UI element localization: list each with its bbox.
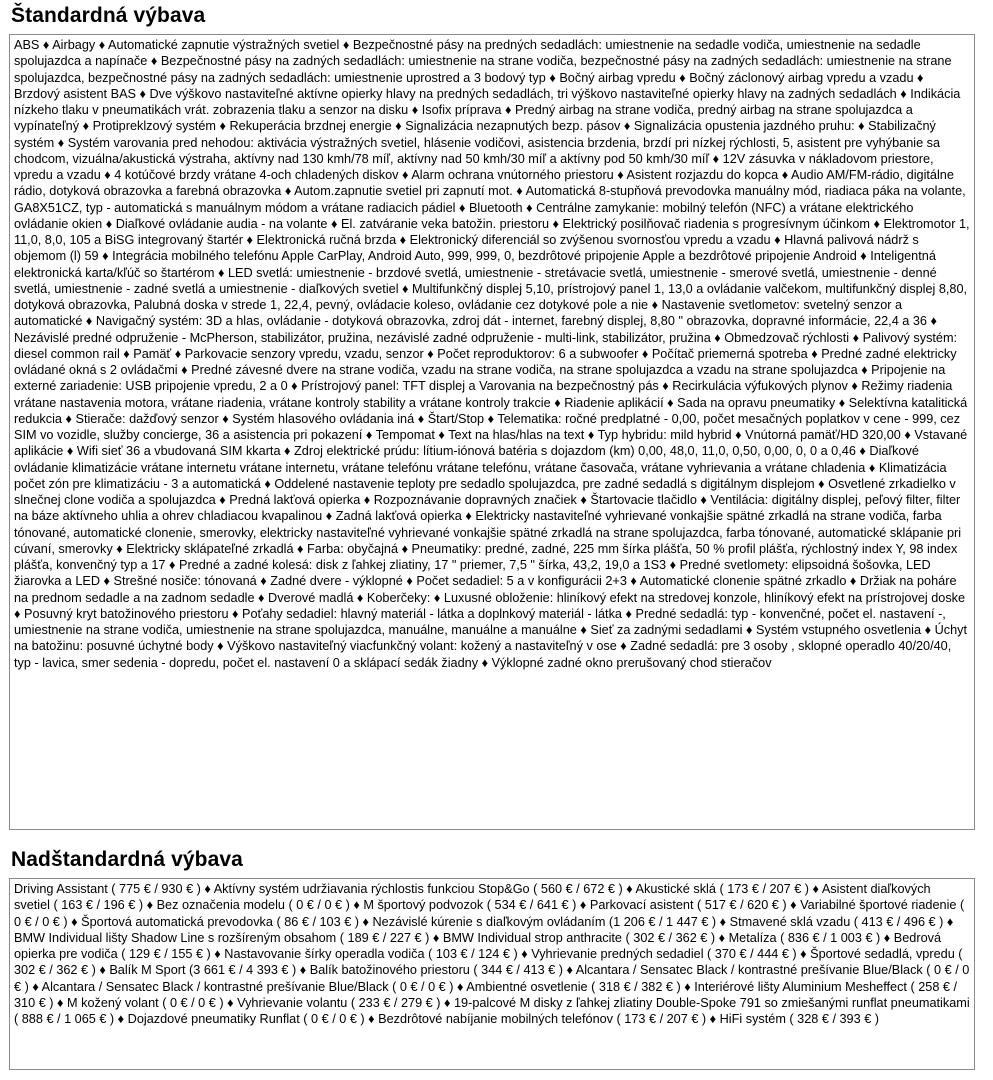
extended-equipment-title: Nadštandardná výbava bbox=[11, 848, 243, 871]
extended-equipment-list: Driving Assistant ( 775 € / 930 € ) ♦ Aktívny systém udržiavania rýchlostis funkciou Stop&Go ( 560 € / 672 € ) ♦ Akustické sklá ( 173 € / 207 € ) ♦ Asistent diaľkových svetiel ( 163 € / 196 € ) ♦ Bez označenia modelu ( 0 € / 0 € ) ♦ M športový podvozok ( 534 € / 641 € ) ♦ Parkovací asistent ( 517 € / 620 € ) ♦ Variabilné športové riadenie ( 0 € / 0 € ) ♦ Športová automatická prevodovka ( 86 € / 103 € ) ♦ Nezávislé kúrenie s diaľkovým ovládaním (1 206 € / 1 447 € ) ♦ Stmavené sklá vzadu ( 413 € / 496 € ) ♦ BMW Individual lišty Shadow Line s rozšíreným obsahom ( 189 € / 227 € ) ♦ BMW Individual strop anthracite ( 302 € / 362 € ) ♦ Metalíza ( 836 € / 1 003 € ) ♦ Bedrová opierka pre vodiča ( 129 € / 155 € ) ♦ Nastavovanie šírky operadla vodiča ( 103 € / 124 € ) ♦ Vyhrievanie predných sedadiel ( 370 € / 444 € ) ♦ Športové sedadlá, vpredu ( 302 € / 362 € ) ♦ Balík M Sport (3 661 € / 4 393 € ) ♦ Balík batožinového priestoru ( 344 € / 413 € ) ♦ Alcantara / Sensatec Black / kontrastné prešívanie Blue/Black ( 0 € / 0 € ) ♦ Alcantara / Sensatec Black / kontrastné prešívanie Blue/Black ( 0 € / 0 € ) ♦ Ambientné osvetlenie ( 318 € / 382 € ) ♦ Interiérové lišty Aluminium Mesheffect ( 258 € / 310 € ) ♦ M kožený volant ( 0 € / 0 € ) ♦ Vyhrievanie volantu ( 233 € / 279 € ) ♦ 19-palcové M disky z ľahkej zliatiny Double-Spoke 791 so zmiešanými runflat pneumatikami ( 888 € / 1 065 € ) ♦ Dojazdové pneumatiky Runflat ( 0 € / 0 € ) ♦ Bezdrôtové nabíjanie mobilných telefónov ( 173 € / 207 € ) ♦ HiFi systém ( 328 € / 393 € ) bbox=[9, 878, 975, 1070]
standard-equipment-list: ABS ♦ Airbagy ♦ Automatické zapnutie výstražných svetiel ♦ Bezpečnostné pásy na predných sedadlách: umiestnenie na sedadle vodiča, umiestnenie na sedadle spolujazdca a napínače ♦ Bezpečnostné pásy na zadných sedadlách: umiestnenie na strane vodiča, bezpečnostné pásy na zadných sedadlách: umiestnenie na strane spolujazdca, bezpečnostné pásy na zadných sedadlách: umiestnenie uprostred a 3 bodový typ ♦ Bočný airbag vpredu ♦ Bočný záclonový airbag vpredu a vzadu ♦ Brzdový asistent BAS ♦ Dve výškovo nastaviteľné aktívne opierky hlavy na predných sedadlách, tri výškovo nastaviteľné opierky hlavy na zadných sedadlách ♦ Indikácia nízkeho tlaku v pneumatikách vrát. zobrazenia tlaku a senzor na disku ♦ Isofix príprava ♦ Predný airbag na strane vodiča, predný airbag na strane spolujazdca a vypínateľný ♦ Protipreklzový systém ♦ Rekuperácia brzdnej energie ♦ Signalizácia nezapnutých bezp. pásov ♦ Signalizácia opustenia jazdného pruhu: ♦ Stabilizačný systém ♦ Systém varovania pred nehodou: aktivácia výstražných svetiel, hlásenie vodičovi, asistencia brzdenia, brzdí pri nízkej rýchlosti, 5, asistent pre vyhýbanie sa chodcom, vizuálna/akustická výstraha, aktívny nad 130 kmh/78 míľ, aktívny nad 50 kmh/30 míľ a aktívny pod 50 kmh/30 míľ ♦ 12V zásuvka v nákladovom priestore, vpredu a vzadu ♦ 4 kotúčové brzdy vrátane 4-och chladených diskov ♦ Alarm ochrana vnútorného priestoru ♦ Asistent rozjazdu do kopca ♦ Audio AM/FM-rádio, digitálne rádio, dotyková obrazovka a farebná obrazovka ♦ Autom.zapnutie svetiel pri zapnutí mot. ♦ Automatická 8-stupňová prevodovka manuálny mód, riadiaca páka na volante, GA8X51CZ, typ - automatická s manuálnym módom a vrátane radiacich pádiel ♦ Bluetooth ♦ Centrálne zamykanie: mobilný telefón (NFC) a vrátane elektrického ovládanie okien ♦ Diaľkové ovládanie audia - na volante ♦ El. zatváranie veka batožin. priestoru ♦ Elektrický posilňovač riadenia s progresívnym účinkom ♦ Elektromotor 1, 11,0, 8,0, 105 a BiSG integrovaný štartér ♦ Elektronická ručná brzda ♦ Elektronický diferenciál so zvýšenou svornosťou vpredu a vzadu ♦ Hlavná palivová nádrž s objemom (l) 59 ♦ Integrácia mobilného telefónu Apple CarPlay, Android Auto, 999, 999, 0, bezdrôtové pripojenie Apple a bezdrôtové pripojenie Android ♦ Inteligentná elektronická karta/kľúč so štartérom ♦ LED svetlá: umiestnenie - brzdové svetlá, umiestnenie - stretávacie svetlá, umiestnenie - smerové svetlá, umiestnenie - denné svetlá, umiestnenie - zadné svetlá a umiestnenie - diaľkových svetiel ♦ Multifunkčný displej 5,10, prístrojový panel 1, 13,0 a ovládanie valčekom, multifunkčný displej 8,80, dotyková obrazovka, Palubná doska v strede 1, 22,4, pevný, ovládacie koleso, ovládanie cez dotykové pole a nie ♦ Nastavenie svetlometov: svetelný senzor a automatické ♦ Navigačný systém: 3D a hlas, ovládanie - dotyková obrazovka, zdroj dát - internet, farebný displej, 8,80 " obrazovka, dopravné informácie, 22,4 a 36 ♦ Nezávislé predné odpruženie - McPherson, stabilizátor, pružina, nezávislé zadné odpruženie - multi-link, stabilizátor, pružina ♦ Obmedzovač rýchlosti ♦ Palivový systém: diesel common rail ♦ Pamäť ♦ Parkovacie senzory vpredu, vzadu, senzor ♦ Počet reproduktorov: 6 a subwoofer ♦ Počítač priemerná spotreba ♦ Predné zadné elektricky ovládané okná s 2 ovládačmi ♦ Predné závesné dvere na strane vodiča, vzadu na strane vodiča, na strane spolujazdca a vzadu na strane spolujazdca ♦ Pripojenie na externé zariadenie: USB pripojenie vpredu, 2 a 0 ♦ Prístrojový panel: TFT displej a Varovania na bezpečnostný pás ♦ Recirkulácia výfukových plynov ♦ Režimy riadenia vrátane nastavenia motora, vrátane riadenia, vrátane kontroly stability a vrátane kontroly trakcie ♦ Riadenie aplikácií ♦ Sada na opravu pneumatiky ♦ Selektívna katalitická redukcia ♦ Stierače: dažďový senzor ♦ Systém hlasového ovládania iná ♦ Štart/Stop ♦ Telematika: ročné predplatné - 0,00, počet mesačných poplatkov v cene - 999, cez SIM vo vozidle, služby concierge, 36 a asistencia pri pokazení ♦ Tempomat ♦ Text na hlas/hlas na text ♦ Typ hybridu: mild hybrid ♦ Vnútorná pamäť/HD 320,00 ♦ Vstavané aplikácie ♦ Wifi sieť 36 a vbudovaná SIM kkarta ♦ Zdroj elektrické prúdu: lítium-iónová batéria s dojazdom (km) 0,00, 48,0, 11,0, 0,50, 0,00, 0, 0 a 0,46 ♦ Diaľkové ovládanie klimatizácie vrátane internetu vrátane internetu, vrátane telefónu vrátane telefónu, vrátane časovača, vrátane vyhrievania a vrátane chladenia ♦ Klimatizácia počet zón pre klimatizáciu - 3 a automatická ♦ Oddelené nastavenie teploty pre sedadlo spolujazdca, pre zadné sedadlá s digitálnym displejom ♦ Osvetlené zrkadielko v slnečnej clone vodiča a spolujazdca ♦ Predná lakťová opierka ♦ Rozpoznávanie dopravných značiek ♦ Štartovacie tlačidlo ♦ Ventilácia: digitálny displej, peľový filter, filter na báze aktívneho uhlia a ohrev chladiacou kvapalinou ♦ Zadná lakťová opierka ♦ Elektricky nastaviteľné vyhrievané vonkajšie spätné zrkadlá na strane vodiča, farba tónované, automatické clonenie, smerovky, elektricky nastaviteľné vyhrievané vonkajšie spätné zrkadlá na strane spolujazdca, farba tónované, automatické sklápanie pri cúvaní, smerovky ♦ Elektricky sklápateľné zrkadlá ♦ Farba: obyčajná ♦ Pneumatiky: predné, zadné, 225 mm šírka plášťa, 50 % profil plášťa, rýchlostný index Y, 98 index plášťa, konvenčný typ a 17 ♦ Predné a zadné kolesá: disk z ľahkej zliatiny, 17 " priemer, 7,5 " šírka, 43,2, 19,0 a 1S3 ♦ Predné svetlomety: elipsoidná šošovka, LED žiarovka a LED ♦ Strešné nosiče: tónovaná ♦ Zadné dvere - výklopné ♦ Počet sedadiel: 5 a v konfigurácii 2+3 ♦ Automatické clonenie spätné zrkadlo ♦ Držiak na poháre na prednom sedadle a na zadnom sedadle ♦ Dverové madlá ♦ Koberčeky: ♦ Luxusné obloženie: hliníkový efekt na stredovej konzole, hliníkový efekt na prístrojovej doske ♦ Posuvný kryt batožinového priestoru ♦ Poťahy sedadiel: hlavný materiál - látka a doplnkový materiál - látka ♦ Predné sedadlá: typ - konvenčné, počet el. nastavení -, umiestnenie na strane vodiča, umiestnenie na strane spolujazdca, manuálne, manuálne a manuálne ♦ Sieť za zadnými sedadlami ♦ Systém vstupného osvetlenia ♦ Úchyt na batožinu: posuvné úchytné body ♦ Výškovo nastaviteľný viacfunkčný volant: kožený a nastaviteľný v ose ♦ Zadné sedadlá: pre 3 osoby , sklopné operadlo 40/20/40, typ - lavica, smer sedenia - dopredu, počet el. nastavení 0 a sklápací sedák žiadny ♦ Výklopné zadné okno prerušovaný chod stieračov bbox=[9, 34, 975, 830]
standard-equipment-title: Štandardná výbava bbox=[11, 4, 206, 27]
